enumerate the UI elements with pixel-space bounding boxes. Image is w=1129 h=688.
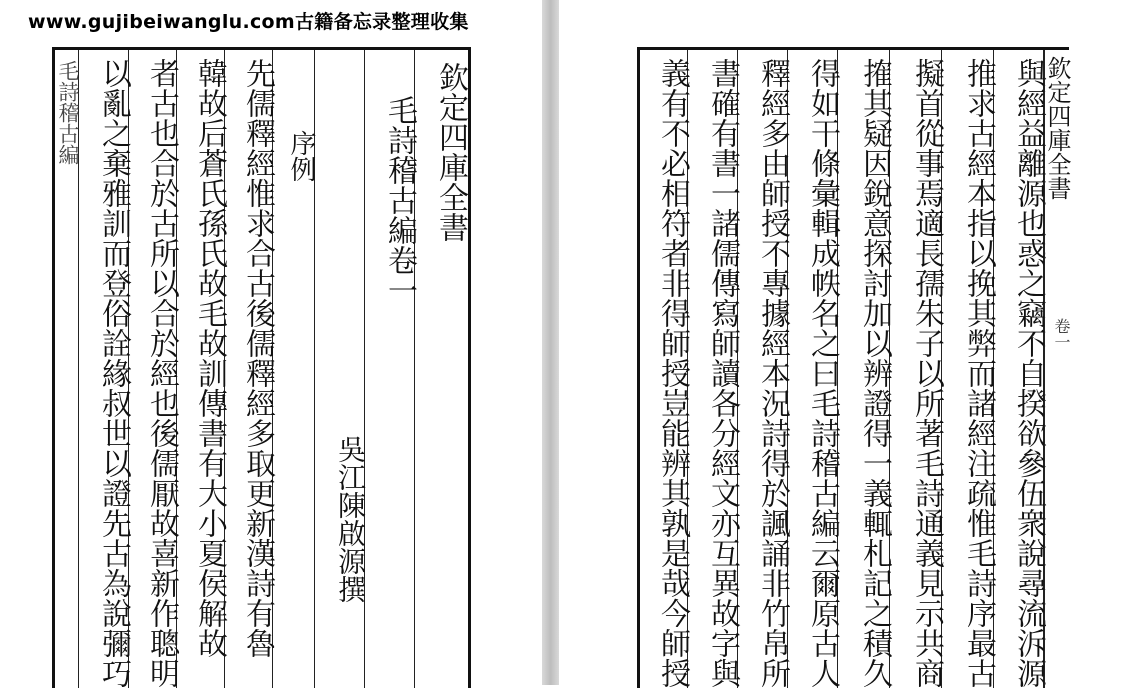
left-text-column-4 [79,50,129,688]
left-text-column-3 [129,50,177,688]
right-text-column-1 [994,50,1044,688]
text-column: 與經益離源也惑之竊不自揆欲參伍衆說尋流泝源 [1011,58,1046,688]
text-column: 者古也合於古所以合於經也後儒厭故喜新作聰明 [144,58,179,688]
right-text-column-6 [738,50,788,688]
text-column: 以亂之棄雅訓而登俗詮緣叔世以證先古為說彌巧 [96,58,131,688]
text-column: 推求古經本指以挽其弊而諸經注疏惟毛詩序最古 [961,58,996,688]
right-text-column-2 [942,50,994,688]
section-title: 序例 [286,130,316,182]
right-book-title: 欽定四庫全書 [1043,56,1071,200]
site-watermark: www.gujibeiwanglu.com古籍备忘录整理收集 [28,11,469,33]
text-column: 韓故后蒼氏孫氏故毛故訓傳書有大小夏侯解故 [192,58,227,658]
volume-title: 毛詩稽古編卷一 [382,95,417,305]
text-column: 先儒釋經惟求合古後儒釋經多取更新漢詩有魯 [240,58,275,658]
section-title-column [273,50,315,688]
left-text-column-1 [225,50,273,688]
text-column: 得如干條彙輯成帙名之曰毛詩稽古編云爾原古人 [805,58,840,688]
right-text-column-3 [890,50,942,688]
right-text-column-4 [838,50,890,688]
author-column [315,50,365,688]
right-margin-vol: 卷一 [1052,318,1071,350]
text-column: 搉其疑因銳意探討加以辨證得一義輒札記之積久 [857,58,892,688]
left-margin-label: 毛詩稽古編 [56,60,80,165]
book-title-column [415,50,468,688]
right-page-margin [1044,50,1069,688]
left-text-column-2 [177,50,225,688]
book-gutter [542,0,559,685]
text-column: 書確有書一諸儒傳寫師讀各分經文亦互異故字與 [705,58,740,688]
book-title: 欽定四庫全書 [433,62,468,242]
text-column: 義有不必相符者非得師授豈能辨其孰是哉今師授 [655,58,690,688]
author-line: 吳江陳啟源撰 [334,435,367,603]
left-page-outer-margin [55,50,79,688]
right-page [637,47,1069,688]
right-text-column-5 [788,50,838,688]
text-column: 擬首從事焉適長孺朱子以所著毛詩通義見示共商 [909,58,944,688]
right-text-column-8 [640,50,688,688]
left-page [52,47,471,688]
volume-title-column [365,50,415,688]
text-column: 釋經多由師授不專據經本況詩得於諷誦非竹帛所 [755,58,790,688]
right-text-column-7 [688,50,738,688]
